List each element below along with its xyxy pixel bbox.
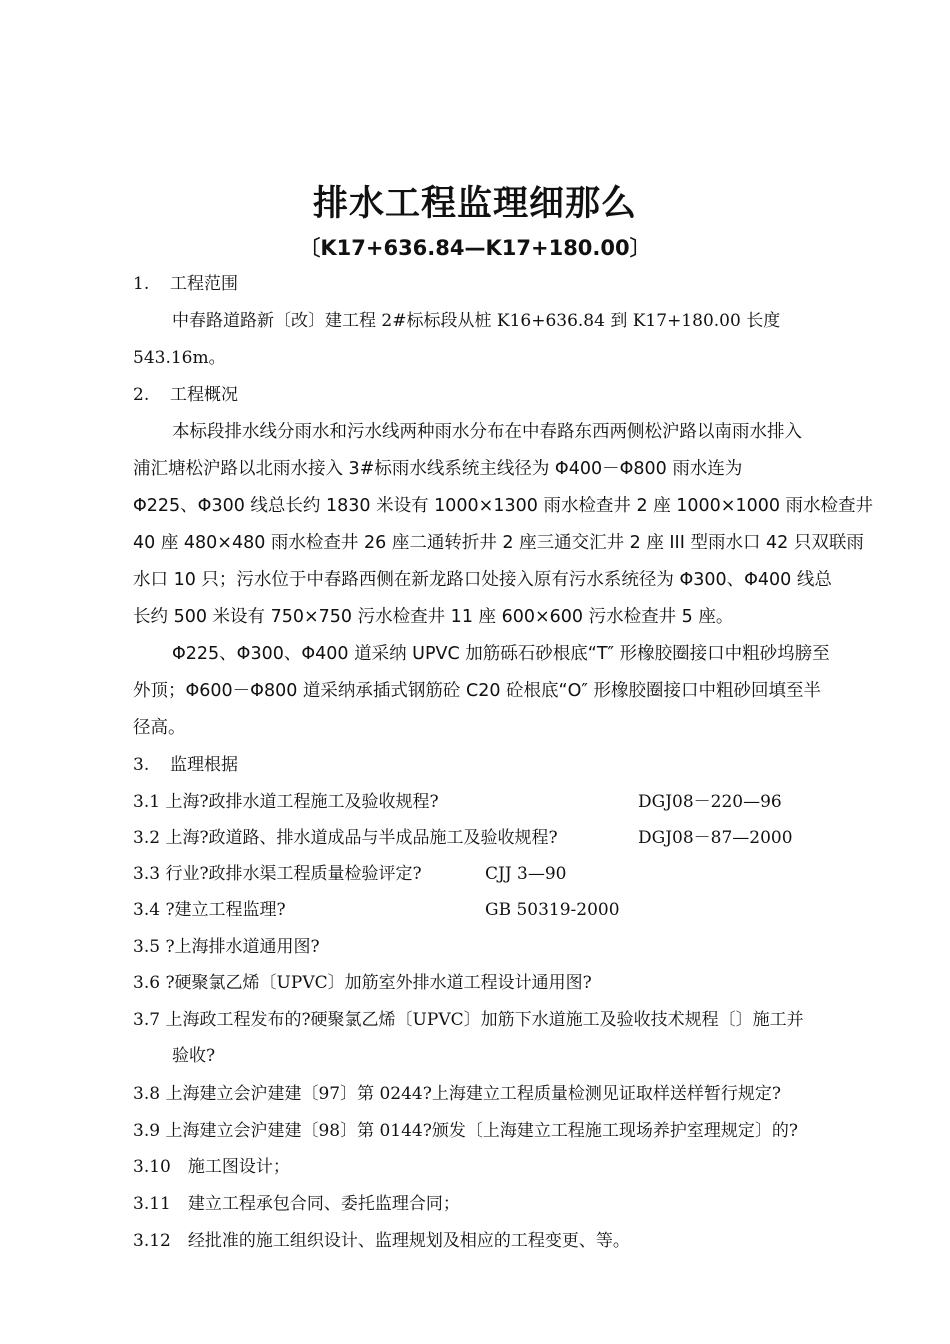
paragraph-line: 本标段排水线分雨水和污水线两种雨水分布在中春路东西两侧松沪路以南雨水排入 — [172, 422, 802, 442]
reference-item: 3.5 ?上海排水道通用图? — [133, 937, 320, 957]
paragraph-line: 浦汇塘松沪路以北雨水接入 3#标雨水线系统主线径为 Φ400－Φ800 雨水连为 — [133, 459, 743, 479]
reference-item — [133, 862, 833, 886]
section-heading-scope — [133, 272, 238, 296]
reference-code: DGJ08－220—96 — [638, 792, 782, 812]
section-title: 监理根据 — [170, 755, 238, 775]
reference-item: 3.7 上海政工程发布的?硬聚氯乙烯〔UPVC〕加筋下水道施工及验收技术规程〔〕施工并 — [133, 1010, 804, 1030]
reference-item: 3.10 施工图设计； — [133, 1157, 290, 1177]
reference-item — [133, 790, 833, 814]
reference-title: 3.3 行业?政排水渠工程质量检验评定? — [133, 864, 422, 884]
section-title: 工程概况 — [170, 385, 238, 405]
reference-title: 3.2 上海?政道路、排水道成品与半成品施工及验收规程? — [133, 828, 558, 848]
reference-item: 3.8 上海建立会沪建建〔97〕第 0244?上海建立工程质量检测见证取样送样暂行规定? — [133, 1084, 781, 1104]
reference-item: 3.11 建立工程承包合同、委托监理合同； — [133, 1194, 460, 1214]
paragraph-line: 径高。 — [133, 718, 186, 738]
paragraph-line: 40 座 480×480 雨水检查井 26 座二通转折井 2 座三通交汇井 2 座 III 型雨水口 42 只双联雨 — [133, 533, 864, 553]
section-title: 工程范围 — [170, 274, 238, 294]
paragraph-line: Φ225、Φ300 线总长约 1830 米设有 1000×1300 雨水检查井 2 座 1000×1000 雨水检查井 — [133, 496, 874, 516]
paragraph-line: Φ225、Φ300、Φ400 道采纳 UPVC 加筋砾石砂根底“T″ 形橡胶圈接口中粗砂坞膀至 — [172, 644, 830, 664]
reference-item-continuation: 验收? — [172, 1046, 216, 1066]
reference-title: 3.1 上海?政排水道工程施工及验收规程? — [133, 792, 439, 812]
reference-item: 3.6 ?硬聚氯乙烯〔UPVC〕加筋室外排水道工程设计通用图? — [133, 973, 592, 993]
document-title: 排水工程监理细那么 — [312, 184, 637, 224]
section-number: 1. — [133, 274, 150, 294]
paragraph-line: 长约 500 米设有 750×750 污水检查井 11 座 600×600 污水检查井 5 座。 — [133, 607, 734, 627]
reference-code: CJJ 3—90 — [485, 864, 567, 884]
reference-item — [133, 898, 833, 922]
reference-code: GB 50319-2000 — [485, 900, 620, 920]
reference-item — [133, 826, 833, 850]
paragraph-line: 543.16m。 — [133, 348, 226, 368]
reference-title: 3.4 ?建立工程监理? — [133, 900, 286, 920]
section-heading-basis — [133, 753, 238, 777]
paragraph-line: 中春路道路新〔改〕建工程 2#标标段从桩 K16+636.84 到 K17+180.00 长度 — [172, 311, 781, 331]
section-number: 2. — [133, 385, 150, 405]
reference-item: 3.9 上海建立会沪建建〔98〕第 0144?颁发〔上海建立工程施工现场养护室理规定〕的? — [133, 1121, 798, 1141]
paragraph-line: 水口 10 只；污水位于中春路西侧在新龙路口处接入原有污水系统径为 Φ300、Φ400 线总 — [133, 570, 832, 590]
reference-code: DGJ08－87—2000 — [638, 828, 793, 848]
reference-item: 3.12 经批准的施工组织设计、监理规划及相应的工程变更、等。 — [133, 1231, 630, 1251]
section-heading-overview — [133, 383, 238, 407]
paragraph-line: 外顶；Φ600－Φ800 道采纳承插式钢筋砼 C20 砼根底“O″ 形橡胶圈接口中粗砂回填至半 — [133, 681, 821, 701]
section-number: 3. — [133, 755, 150, 775]
document-subtitle: 〔K17+636.84—K17+180.00〕 — [299, 236, 651, 260]
